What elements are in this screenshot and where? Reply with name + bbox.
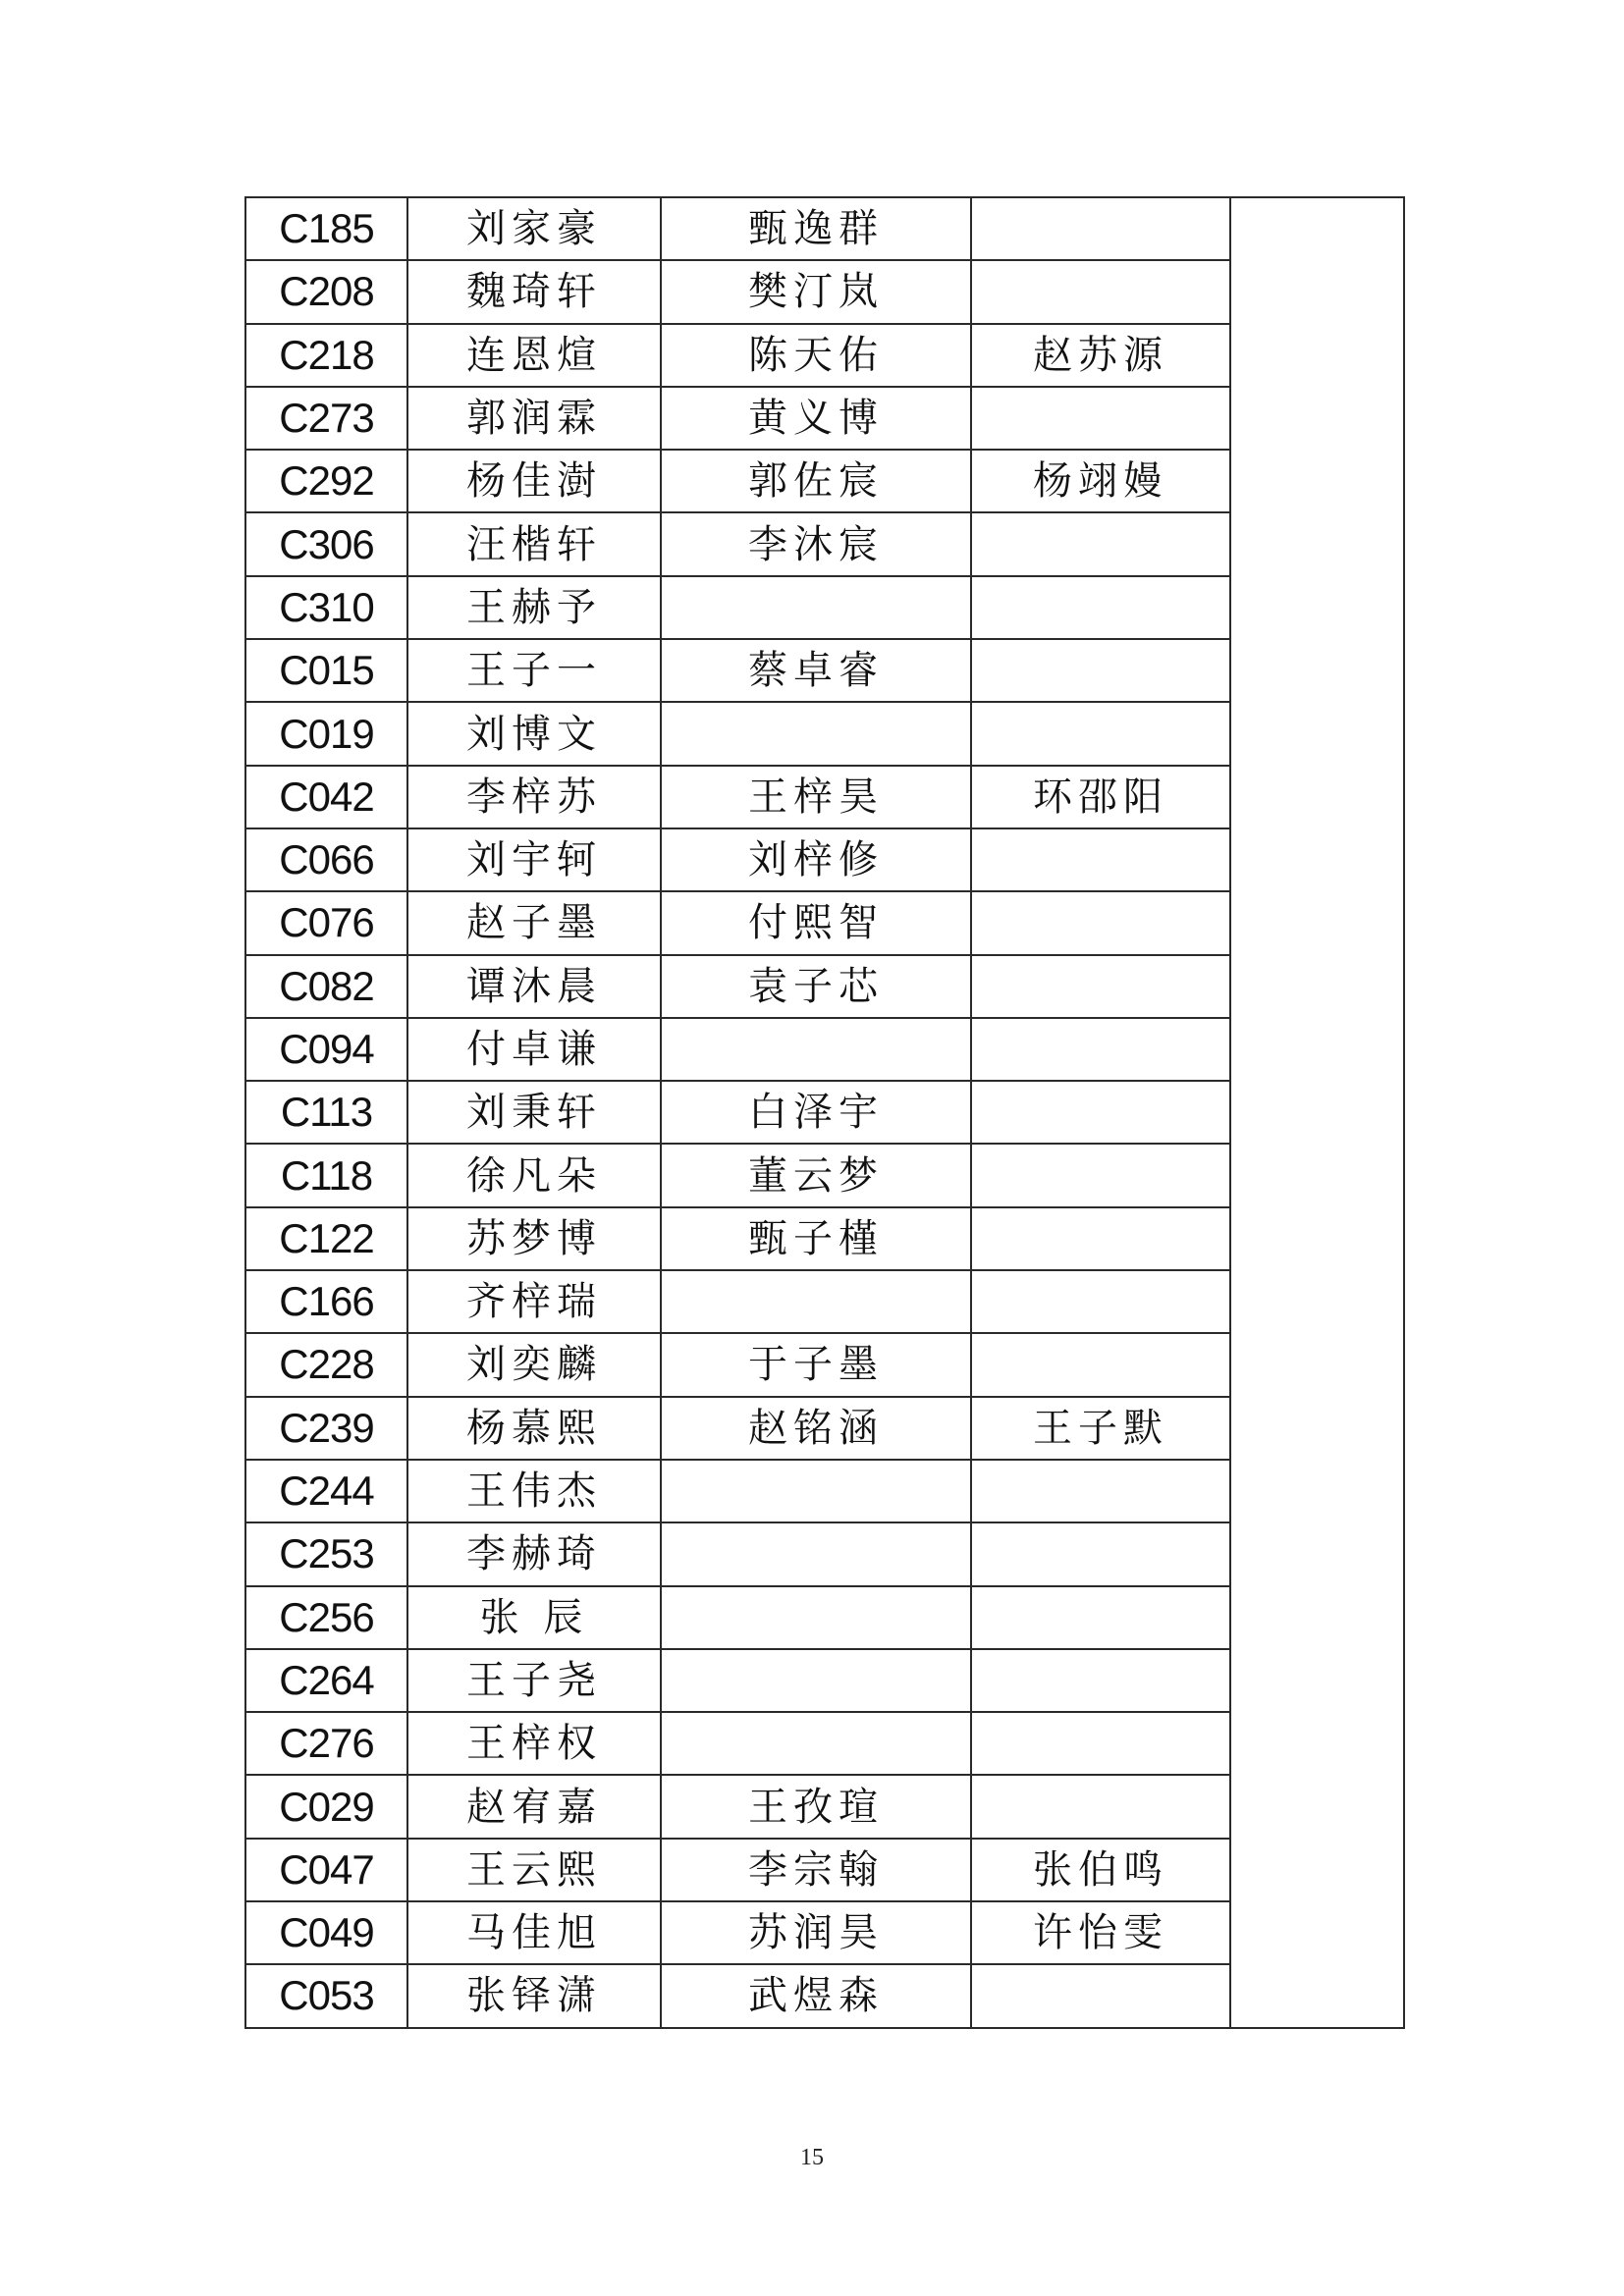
member-name-cell: 付卓谦 (407, 1018, 661, 1081)
member-name-cell: 王伟杰 (407, 1460, 661, 1522)
member-name-cell: 张伯鸣 (971, 1839, 1230, 1901)
member-name-cell (971, 639, 1230, 702)
member-name-cell (661, 1649, 971, 1712)
member-name-cell: 赵宥嘉 (407, 1775, 661, 1838)
member-name-cell: 杨佳澍 (407, 450, 661, 512)
table-row (245, 197, 1404, 260)
member-name-cell: 王梓昊 (661, 766, 971, 828)
member-name-cell: 苏润昊 (661, 1901, 971, 1964)
team-code-cell: C042 (245, 766, 407, 828)
member-name-cell: 王梓权 (407, 1712, 661, 1775)
member-name-cell: 连恩煊 (407, 324, 661, 387)
team-code-cell: C047 (245, 1839, 407, 1901)
member-name-cell (971, 1144, 1230, 1206)
team-code-cell: C185 (245, 197, 407, 260)
member-name-cell (971, 828, 1230, 891)
team-code-cell: C076 (245, 891, 407, 954)
team-code-cell: C244 (245, 1460, 407, 1522)
member-name-cell: 郭润霖 (407, 387, 661, 450)
member-name-cell (971, 387, 1230, 450)
member-name-cell: 张铎潇 (407, 1964, 661, 2027)
member-name-cell (971, 955, 1230, 1018)
member-name-cell: 王孜瑄 (661, 1775, 971, 1838)
team-code-cell: C053 (245, 1964, 407, 2027)
member-name-cell: 陈天佑 (661, 324, 971, 387)
member-name-cell (661, 1712, 971, 1775)
team-code-cell: C122 (245, 1207, 407, 1270)
member-name-cell: 赵铭涵 (661, 1397, 971, 1460)
member-name-cell: 刘家豪 (407, 197, 661, 260)
member-name-cell (661, 576, 971, 639)
team-code-cell: C029 (245, 1775, 407, 1838)
member-name-cell: 王赫予 (407, 576, 661, 639)
member-name-cell: 王子一 (407, 639, 661, 702)
member-name-cell: 齐梓瑞 (407, 1270, 661, 1333)
member-name-cell: 李梓苏 (407, 766, 661, 828)
member-name-cell: 付熙智 (661, 891, 971, 954)
member-name-cell: 王子默 (971, 1397, 1230, 1460)
member-name-cell: 环邵阳 (971, 766, 1230, 828)
member-name-cell: 李宗翰 (661, 1839, 971, 1901)
member-name-cell (971, 1712, 1230, 1775)
member-name-cell: 王子尧 (407, 1649, 661, 1712)
member-name-cell (661, 1460, 971, 1522)
member-name-cell (661, 1586, 971, 1649)
member-name-cell (971, 891, 1230, 954)
member-name-cell: 刘秉轩 (407, 1081, 661, 1144)
team-code-cell: C208 (245, 260, 407, 323)
member-name-cell: 苏梦博 (407, 1207, 661, 1270)
member-name-cell: 汪楷轩 (407, 512, 661, 575)
member-name-cell (661, 1270, 971, 1333)
member-name-cell: 赵苏源 (971, 324, 1230, 387)
member-name-cell (971, 260, 1230, 323)
team-code-cell: C218 (245, 324, 407, 387)
member-name-cell: 杨翊嫚 (971, 450, 1230, 512)
team-code-cell: C049 (245, 1901, 407, 1964)
member-name-cell (971, 512, 1230, 575)
member-name-cell (971, 1333, 1230, 1396)
team-code-cell: C256 (245, 1586, 407, 1649)
team-code-cell: C306 (245, 512, 407, 575)
member-name-cell: 谭沐晨 (407, 955, 661, 1018)
member-name-cell (971, 1964, 1230, 2027)
member-name-cell: 马佳旭 (407, 1901, 661, 1964)
member-name-cell: 杨慕熙 (407, 1397, 661, 1460)
team-code-cell: C253 (245, 1522, 407, 1585)
member-name-cell (971, 1018, 1230, 1081)
member-name-cell (971, 702, 1230, 765)
team-code-cell: C019 (245, 702, 407, 765)
member-name-cell: 刘奕麟 (407, 1333, 661, 1396)
team-code-cell: C264 (245, 1649, 407, 1712)
member-name-cell (971, 1649, 1230, 1712)
member-name-cell (971, 1207, 1230, 1270)
member-name-cell (661, 702, 971, 765)
team-code-cell: C276 (245, 1712, 407, 1775)
merged-remarks-cell (1230, 197, 1404, 2028)
team-code-cell: C082 (245, 955, 407, 1018)
member-name-cell: 许怡雯 (971, 1901, 1230, 1964)
member-name-cell: 白泽宇 (661, 1081, 971, 1144)
team-code-cell: C228 (245, 1333, 407, 1396)
team-code-cell: C292 (245, 450, 407, 512)
member-name-cell: 李赫琦 (407, 1522, 661, 1585)
member-name-cell: 甄逸群 (661, 197, 971, 260)
team-code-cell: C113 (245, 1081, 407, 1144)
member-name-cell (971, 1460, 1230, 1522)
member-name-cell (971, 1775, 1230, 1838)
member-name-cell (971, 576, 1230, 639)
roster-body (245, 197, 1404, 2028)
member-name-cell: 于子墨 (661, 1333, 971, 1396)
member-name-cell (661, 1018, 971, 1081)
member-name-cell: 董云梦 (661, 1144, 971, 1206)
team-code-cell: C310 (245, 576, 407, 639)
team-code-cell: C118 (245, 1144, 407, 1206)
member-name-cell (971, 197, 1230, 260)
member-name-cell: 张 辰 (407, 1586, 661, 1649)
team-code-cell: C166 (245, 1270, 407, 1333)
member-name-cell: 樊汀岚 (661, 260, 971, 323)
member-name-cell: 刘博文 (407, 702, 661, 765)
member-name-cell (971, 1522, 1230, 1585)
member-name-cell: 赵子墨 (407, 891, 661, 954)
page-number: 15 (800, 2145, 824, 2170)
team-code-cell: C239 (245, 1397, 407, 1460)
member-name-cell: 李沐宸 (661, 512, 971, 575)
member-name-cell: 黄义博 (661, 387, 971, 450)
member-name-cell: 甄子槿 (661, 1207, 971, 1270)
team-code-cell: C094 (245, 1018, 407, 1081)
team-code-cell: C273 (245, 387, 407, 450)
member-name-cell: 袁子芯 (661, 955, 971, 1018)
member-name-cell: 王云熙 (407, 1839, 661, 1901)
member-name-cell: 郭佐宸 (661, 450, 971, 512)
member-name-cell: 蔡卓睿 (661, 639, 971, 702)
award-roster-table (244, 196, 1405, 2029)
member-name-cell: 武煜森 (661, 1964, 971, 2027)
member-name-cell (971, 1081, 1230, 1144)
member-name-cell: 魏琦轩 (407, 260, 661, 323)
team-code-cell: C015 (245, 639, 407, 702)
member-name-cell: 徐凡朵 (407, 1144, 661, 1206)
member-name-cell (971, 1270, 1230, 1333)
member-name-cell: 刘宇轲 (407, 828, 661, 891)
team-code-cell: C066 (245, 828, 407, 891)
member-name-cell (661, 1522, 971, 1585)
member-name-cell: 刘梓修 (661, 828, 971, 891)
member-name-cell (971, 1586, 1230, 1649)
